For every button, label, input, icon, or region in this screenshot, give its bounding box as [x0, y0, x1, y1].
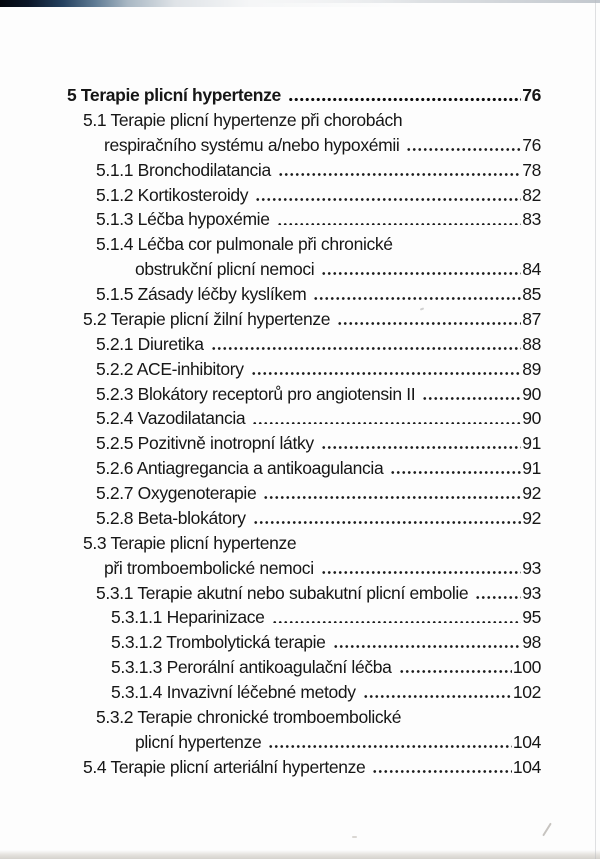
- toc-entry: [67, 259, 541, 284]
- dot-leader: [320, 444, 521, 449]
- toc-entry-label: 5.2.8 Beta-blokátory: [96, 507, 246, 528]
- toc-page-number: 100: [512, 657, 541, 678]
- toc-page-number: 84: [522, 259, 541, 280]
- toc-entry: [67, 533, 541, 558]
- toc-page-number: 83: [522, 209, 541, 230]
- dot-leader: [405, 146, 521, 151]
- toc-page-number: 76: [522, 85, 541, 105]
- toc-entry: [67, 334, 541, 359]
- toc-entry-label: 5.3.1.2 Trombolytická terapie: [111, 632, 326, 653]
- toc-page-number: 76: [522, 134, 541, 155]
- toc-entry: [67, 234, 541, 259]
- toc-entry-label: 5.1.1 Bronchodilatancia: [96, 159, 271, 180]
- dot-leader: [251, 419, 521, 424]
- toc-entry: [67, 185, 541, 210]
- toc-page-number: 85: [522, 284, 541, 304]
- toc-page-number: 102: [512, 682, 541, 702]
- toc-entry: [67, 607, 541, 632]
- toc-entry: [67, 558, 541, 583]
- toc-entry-label: 5.2.2 ACE-inhibitory: [96, 358, 244, 379]
- toc-page-number: 91: [522, 458, 541, 479]
- toc-entry-label: 5.3.1 Terapie akutní nebo subakutní plicní embolie: [96, 582, 469, 603]
- toc-entry: [67, 458, 541, 483]
- dot-leader: [389, 469, 521, 474]
- toc-page-number: 93: [522, 582, 541, 603]
- dot-leader: [210, 345, 522, 350]
- toc-page-number: 91: [522, 433, 541, 454]
- toc-entry: [67, 433, 541, 458]
- toc-entry-label: 5.2.4 Vazodilatancia: [96, 408, 246, 429]
- dot-leader: [474, 594, 521, 599]
- toc-entry: [67, 359, 541, 384]
- toc-entry: [67, 707, 541, 732]
- toc-entry: [67, 135, 541, 160]
- scan-edge-right: [595, 0, 596, 859]
- dot-leader: [421, 395, 521, 400]
- toc-page-number: 104: [512, 756, 541, 777]
- dot-leader: [312, 295, 521, 300]
- scan-edge-bottom: [0, 850, 600, 859]
- toc-entry: [67, 757, 541, 782]
- toc-entry-label: 5.2.5 Pozitivně inotropní látky: [96, 433, 314, 454]
- dot-leader: [271, 618, 522, 623]
- toc-page-number: 82: [522, 184, 541, 205]
- toc-entry: [67, 384, 541, 409]
- scan-scratch-mark: [542, 823, 552, 837]
- toc-entry-label: 5.3.2 Terapie chronické tromboembolické: [96, 706, 402, 727]
- toc-entry: [67, 284, 541, 309]
- dot-leader: [398, 668, 512, 673]
- toc-entry: [67, 583, 541, 608]
- toc-page-number: 95: [522, 607, 541, 628]
- toc-entry-label: 5.3.1.1 Heparinizace: [111, 607, 265, 628]
- toc-page-number: 89: [522, 358, 541, 379]
- toc-page-number: 92: [522, 483, 541, 503]
- toc-page-number: 93: [522, 557, 541, 578]
- toc-entry-label: při tromboembolické nemoci: [104, 557, 314, 578]
- toc-entry: [67, 632, 541, 657]
- toc-page-number: 104: [512, 731, 541, 752]
- dot-leader: [267, 743, 511, 748]
- toc-entry-label: 5.1 Terapie plicní hypertenze při chorobách: [83, 109, 403, 130]
- toc-entry: [67, 732, 541, 757]
- toc-entry-label: 5.1.4 Léčba cor pulmonale při chronické: [96, 234, 393, 255]
- dot-leader: [320, 270, 521, 275]
- toc-entry-label: 5.2.1 Diuretika: [96, 333, 204, 354]
- toc-entry-label: 5.3 Terapie plicní hypertenze: [83, 532, 297, 553]
- scan-edge-top-shadow: [0, 0, 430, 7]
- dot-leader: [276, 220, 522, 225]
- toc-entry-label: obstrukční plicní nemoci: [135, 259, 315, 280]
- dot-leader: [252, 519, 522, 524]
- toc-entry-label: respiračního systému a/nebo hypoxémii: [104, 134, 400, 155]
- toc-entry-label: 5.3.1.3 Perorální antikoagulační léčba: [111, 657, 392, 678]
- dot-leader: [362, 693, 512, 698]
- scan-speck: [352, 836, 357, 838]
- dot-leader: [371, 768, 511, 773]
- dot-leader: [287, 96, 521, 101]
- toc-entry: [67, 483, 541, 508]
- toc-entry: [67, 110, 541, 135]
- toc-entry-label: 5.2.3 Blokátory receptorů pro angiotensin II: [96, 383, 416, 404]
- toc-entry: [67, 209, 541, 234]
- toc-entry: [67, 85, 541, 110]
- toc-entry: [67, 408, 541, 433]
- toc-entry-label: plicní hypertenze: [135, 731, 262, 752]
- toc-page-number: 78: [522, 159, 541, 180]
- toc-entry-label: 5.4 Terapie plicní arteriální hypertenze: [83, 756, 366, 777]
- dot-leader: [332, 643, 522, 648]
- toc-entry-label: 5.1.2 Kortikosteroidy: [96, 184, 249, 205]
- toc-entry: [67, 657, 541, 682]
- toc-page-number: 87: [522, 308, 541, 329]
- toc-entry-label: 5.3.1.4 Invazivní léčebné metody: [111, 682, 356, 702]
- dot-leader: [262, 494, 521, 499]
- toc-page-number: 90: [522, 383, 541, 404]
- toc-entry: [67, 309, 541, 334]
- toc-entry-label: 5 Terapie plicní hypertenze: [67, 85, 281, 105]
- toc-entry: [67, 508, 541, 533]
- toc-entry-label: 5.1.3 Léčba hypoxémie: [96, 209, 270, 230]
- toc-page-number: 92: [522, 507, 541, 528]
- dot-leader: [277, 171, 521, 176]
- toc-page-number: 88: [522, 333, 541, 354]
- dot-leader: [254, 196, 521, 201]
- toc-entry-label: 5.2.7 Oxygenoterapie: [96, 483, 257, 503]
- table-of-contents: [67, 85, 541, 782]
- toc-entry-label: 5.2.6 Antiagregancia a antikoagulancia: [96, 458, 384, 479]
- toc-entry: [67, 160, 541, 185]
- toc-entry-label: 5.1.5 Zásady léčby kyslíkem: [96, 284, 307, 304]
- toc-page-number: 98: [522, 632, 541, 653]
- toc-page-number: 90: [522, 408, 541, 429]
- dot-leader: [336, 320, 521, 325]
- toc-entry-label: 5.2 Terapie plicní žilní hypertenze: [83, 308, 331, 329]
- toc-entry: [67, 682, 541, 707]
- dot-leader: [320, 569, 521, 574]
- dot-leader: [250, 370, 522, 375]
